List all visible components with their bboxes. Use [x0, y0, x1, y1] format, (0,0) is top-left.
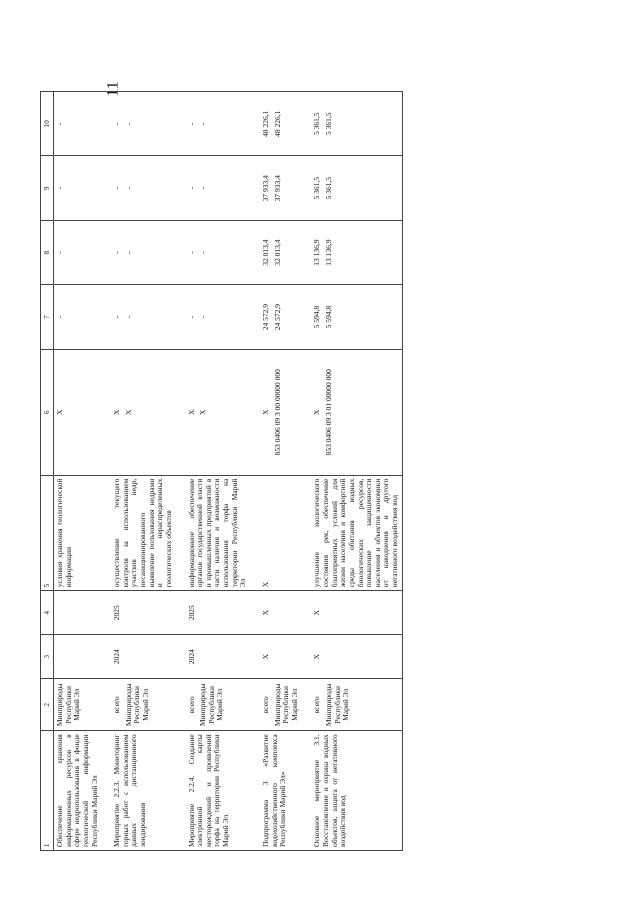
row-amount-3: - [54, 156, 102, 220]
row-budget-code-total: X [312, 409, 322, 415]
amount-total: 5 594,8 [312, 305, 322, 329]
amount-total: - [112, 186, 122, 190]
row-activity-name: Основное мероприятие 3.1. Восстановление и охрана водных объектов, защита от негативного воздействия вод [311, 731, 402, 851]
row-end-year: X [311, 591, 402, 635]
amount-org: 37 933,4 [272, 175, 282, 202]
row-amount-1 [260, 285, 302, 349]
row-expected-result: информационное обеспечение органов государственной власти и промышленных предприятий в части наличия и возможности использования торфа на территории Республики Марий Эл [186, 475, 250, 591]
amount-total: 5 361,5 [312, 112, 322, 135]
row-amount-4 [311, 92, 402, 157]
row-executor-total: всего [186, 696, 196, 714]
row-amount-3 [186, 156, 250, 220]
row-budget-code: X [54, 349, 102, 475]
amount-org: - [123, 186, 133, 190]
row-start-year: 2024 [111, 635, 175, 679]
header-row [41, 92, 54, 851]
row-executor-total: всего [312, 696, 322, 714]
amount-org: - [123, 251, 133, 254]
col-header-7: 7 [41, 285, 54, 349]
row-executor-org: Минприроды Республики Марий Эл [324, 683, 351, 727]
row-end-year: 2025 [111, 591, 175, 635]
amount-total: - [186, 251, 196, 254]
row-expected-result: условия хранения геологической информации [54, 475, 102, 591]
row-budget-code [186, 349, 250, 475]
row-amount-2 [260, 220, 302, 284]
row-amount-2 [111, 220, 175, 284]
row-amount-1 [311, 285, 402, 349]
row-budget-code-org: 853 0406 09 3 01 00000 000 [324, 369, 334, 456]
program-table [40, 91, 403, 851]
rotated-table-container [40, 91, 540, 851]
amount-total: - [112, 315, 122, 319]
row-budget-code [111, 349, 175, 475]
row-start-year [54, 635, 102, 679]
row-executor-org: Минприроды Республики Марий Эл [123, 683, 151, 727]
row-start-year: 2024 [186, 635, 250, 679]
row-amount-1: - [54, 285, 102, 349]
row-amount-2 [186, 220, 250, 284]
row-amount-4 [260, 92, 302, 157]
table-row [111, 92, 175, 851]
amount-total: 13 136,9 [312, 239, 322, 266]
amount-org: - [123, 122, 133, 125]
amount-org: - [198, 122, 208, 125]
row-activity-name: Мероприятие 2.2.4. Создание электронной карты месторождений и проявлений торфа на территории Республики Марий Эл [186, 731, 250, 851]
amount-org: - [123, 315, 133, 319]
row-amount-3 [311, 156, 402, 220]
table-row [54, 92, 102, 851]
row-executor-org: Минприроды Республики Марий Эл [198, 683, 225, 727]
amount-org: - [198, 251, 208, 254]
row-budget-code-org: X [198, 409, 208, 415]
table-row [260, 92, 302, 851]
amount-org: 5 594,8 [324, 305, 334, 329]
row-end-year: 2025 [186, 591, 250, 635]
row-end-year: X [260, 591, 302, 635]
row-expected-result: X [260, 475, 302, 591]
row-amount-4 [111, 92, 175, 157]
col-header-6: 6 [41, 349, 54, 475]
row-expected-result: улучшение экологического состояния рек, обеспечение благоприятных условий для жизни населения и комфортной среды обитания водных биологических ресурсов, повышение защищенности населения и объектов экономики от наводнения и другого негативного воздействия вод [311, 475, 402, 591]
table-row [186, 92, 250, 851]
col-header-10: 10 [41, 92, 54, 157]
amount-total: 24 572,9 [260, 303, 270, 331]
amount-total: - [112, 122, 122, 125]
amount-total: 37 933,4 [260, 175, 270, 202]
amount-org: 13 136,9 [324, 239, 334, 266]
row-amount-1 [111, 285, 175, 349]
col-header-1: 1 [41, 731, 54, 851]
amount-total: - [186, 186, 196, 190]
col-header-9: 9 [41, 156, 54, 220]
row-amount-4 [186, 92, 250, 157]
row-executor: Минприроды Республики Марий Эл [54, 679, 102, 731]
amount-total: - [186, 122, 196, 125]
row-executor-total: всего [112, 696, 122, 714]
page-number: 11 [104, 81, 122, 97]
row-budget-code-total: X [112, 409, 122, 415]
row-executor [186, 679, 250, 731]
amount-org: 32 013,4 [272, 239, 282, 266]
row-amount-2: - [54, 220, 102, 284]
row-amount-1 [186, 285, 250, 349]
row-budget-code [311, 349, 402, 475]
row-start-year: X [260, 635, 302, 679]
row-activity-name: Обеспечение хранения информационных ресурсов в сфере недропользования в фонде геологической информации Республики Марий Эл [54, 731, 102, 851]
amount-org: - [198, 315, 208, 319]
amount-total: 48 226,1 [260, 110, 270, 137]
row-end-year [54, 591, 102, 635]
row-amount-3 [111, 156, 175, 220]
amount-total: - [186, 315, 196, 319]
row-activity-name: Мероприятие 2.2.3. Мониторинг горных работ с использованием данных дистанционного зондирования [111, 731, 175, 851]
amount-total: 32 013,4 [260, 239, 270, 266]
row-budget-code-org: 853 0406 09 3 00 00000 000 [272, 369, 282, 456]
table-row [311, 92, 402, 851]
col-header-8: 8 [41, 220, 54, 284]
amount-total: - [112, 251, 122, 254]
row-amount-4: - [54, 92, 102, 157]
col-header-5: 5 [41, 475, 54, 591]
row-executor-org: Минприроды Республики Марий Эл [272, 683, 299, 727]
row-budget-code-org: X [123, 409, 133, 415]
col-header-2: 2 [41, 679, 54, 731]
row-activity-name: Подпрограмма 3 «Развитие водохозяйственного комплекса Республики Марий Эл» [260, 731, 302, 851]
row-expected-result: осуществление текущего контроля за использованием участков недр, несанкционированного выявление пользования недрами и нераспределенных геологических объектов [111, 475, 175, 591]
row-executor [311, 679, 402, 731]
amount-org: 5 361,5 [324, 176, 334, 200]
row-executor-total: всего [260, 696, 270, 714]
col-header-4: 4 [41, 591, 54, 635]
amount-total: 5 361,5 [312, 176, 322, 200]
row-budget-code-total: X [186, 409, 196, 415]
amount-org: 24 572,9 [272, 303, 282, 331]
amount-org: 5 361,5 [324, 112, 334, 135]
amount-org: - [198, 186, 208, 190]
amount-org: 48 226,1 [272, 110, 282, 137]
row-amount-2 [311, 220, 402, 284]
row-executor [260, 679, 302, 731]
row-budget-code-total: X [260, 409, 270, 415]
row-executor [111, 679, 175, 731]
row-start-year: X [311, 635, 402, 679]
col-header-3: 3 [41, 635, 54, 679]
row-budget-code [260, 349, 302, 475]
row-amount-3 [260, 156, 302, 220]
